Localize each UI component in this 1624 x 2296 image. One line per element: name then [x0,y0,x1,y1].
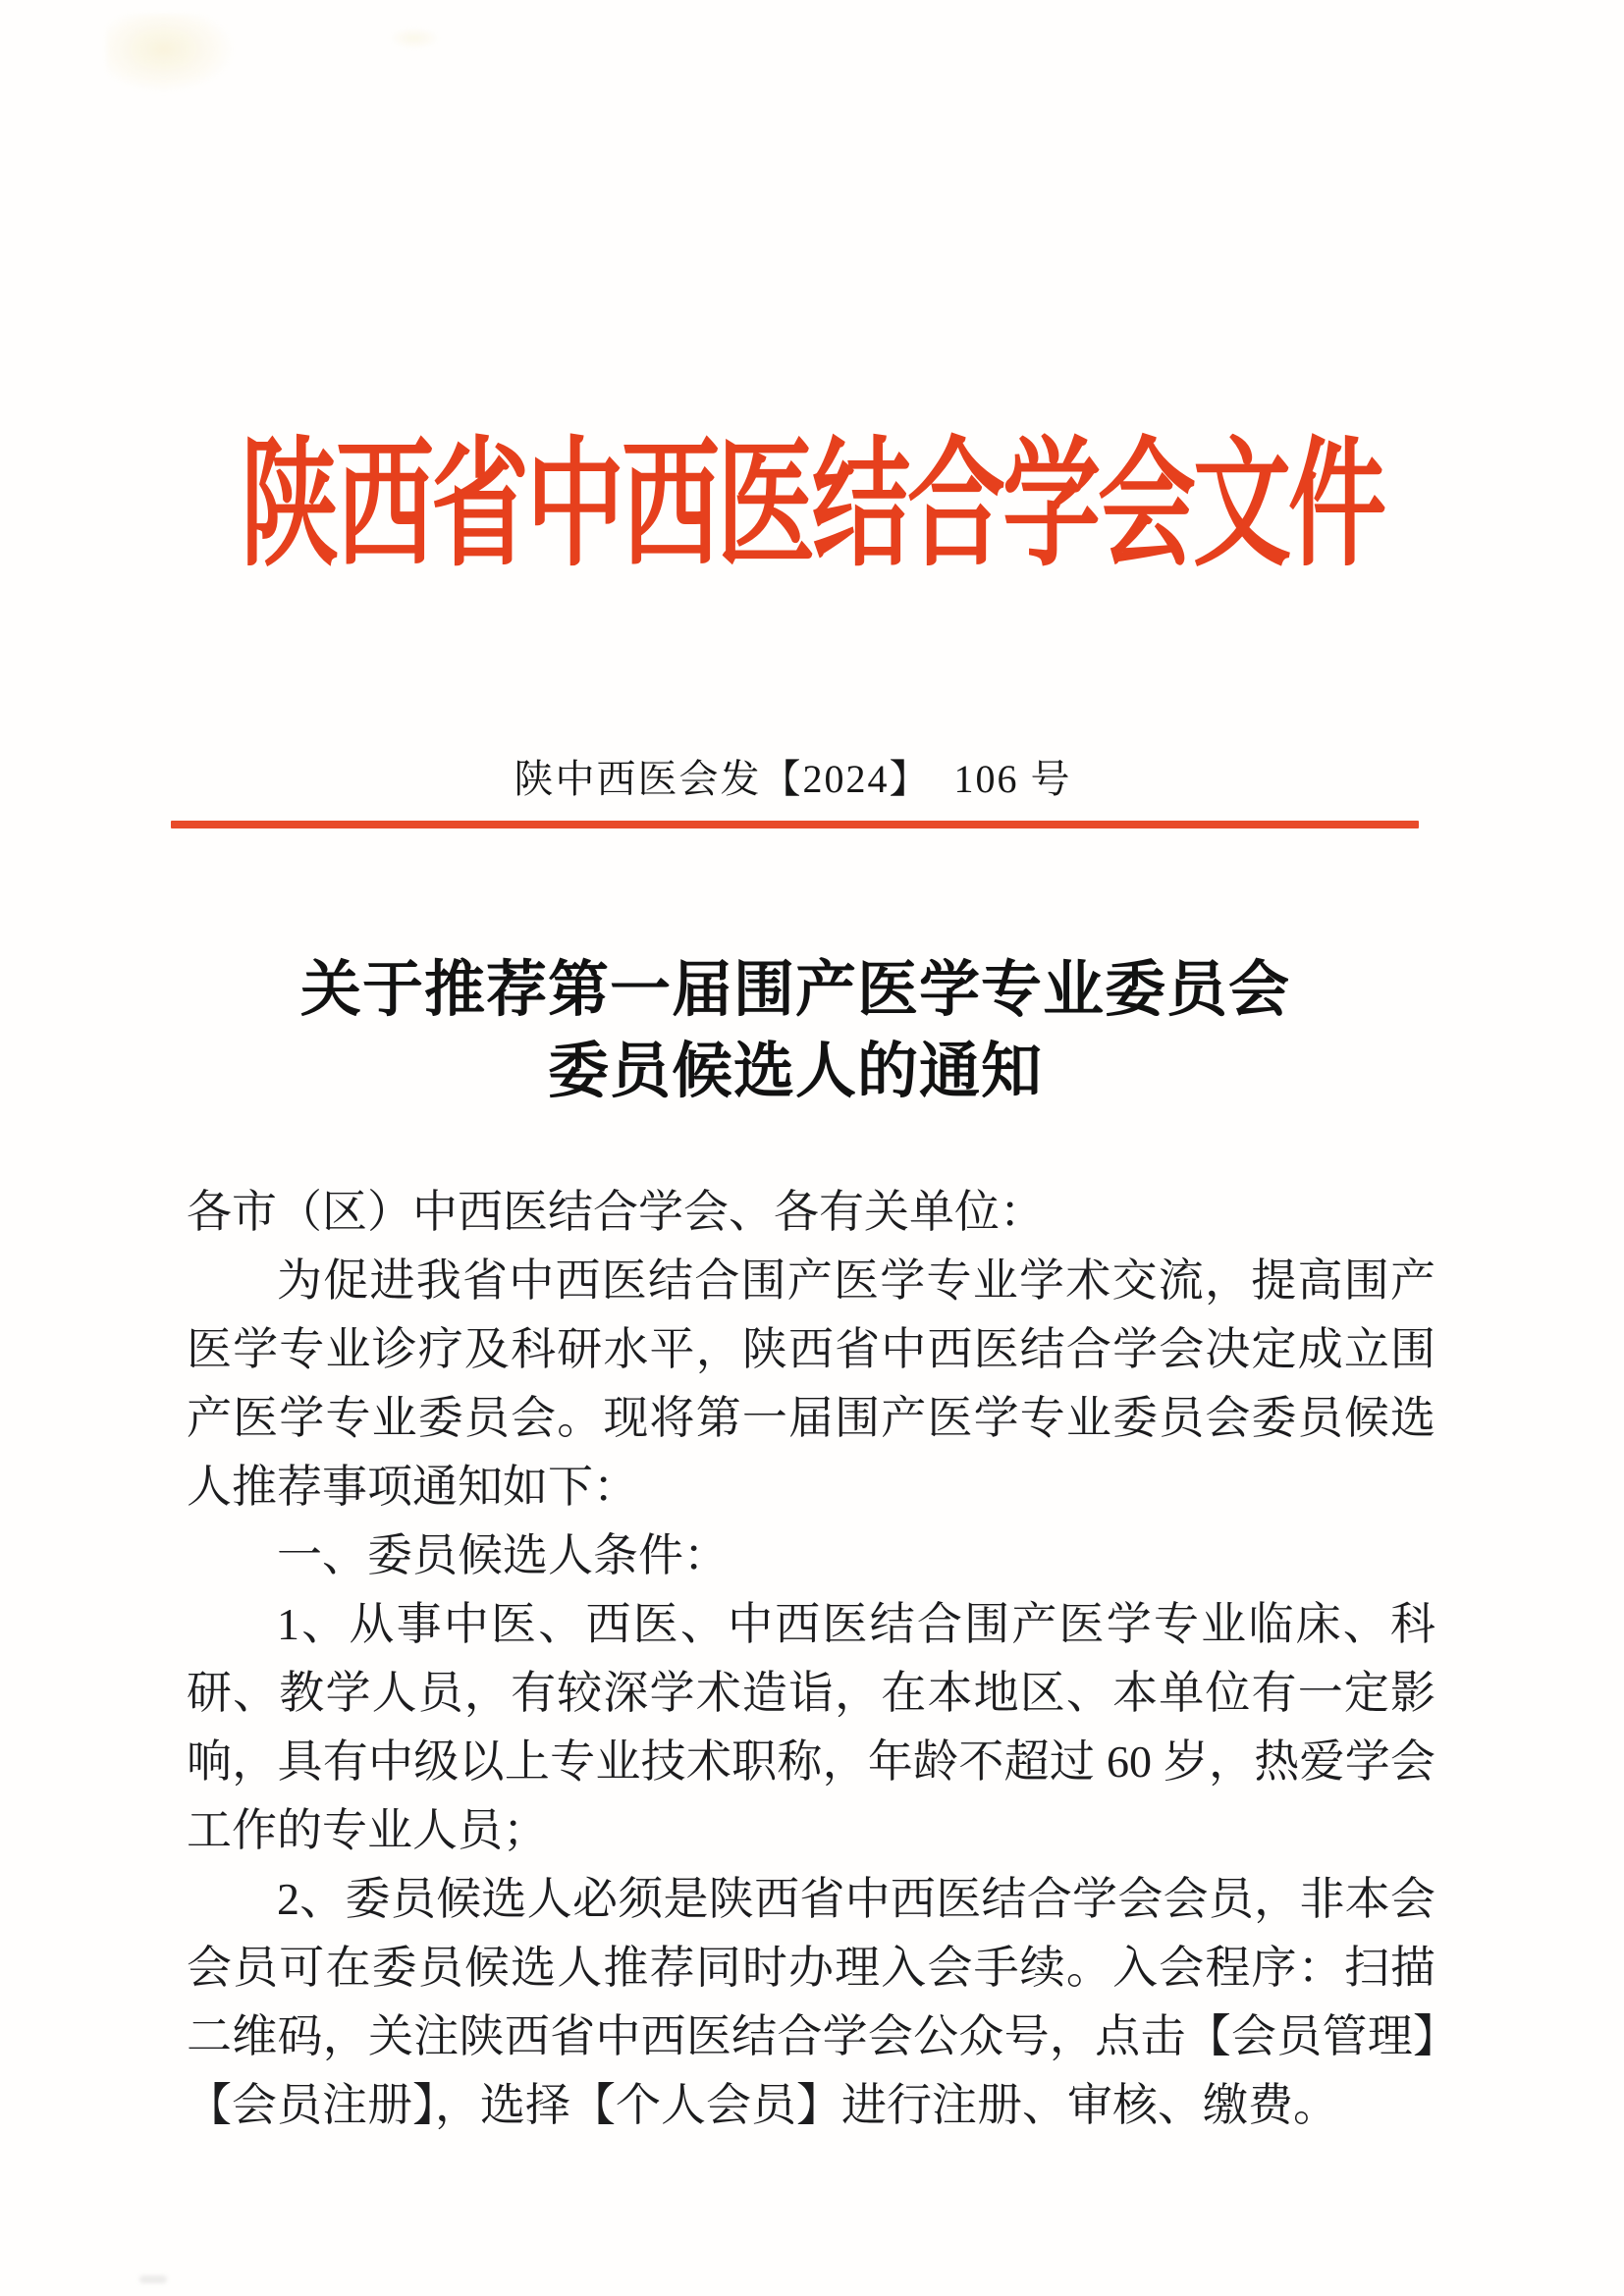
notice-title-line1: 关于推荐第一届围产医学专业委员会 [299,957,1290,1024]
document-number: 陕中西医会发【2024】 106 号 [514,757,1072,801]
scan-artifact [389,27,440,49]
notice-title [0,950,1607,1113]
paragraph-intro: 为促进我省中西医结合围产医学专业学术交流，提高围产医学专业诊疗及科研水平，陕西省中西医结合学会决定成立围产医学专业委员会。现将第一届围产医学专业委员会委员候选人推荐事项通知如下： [187,1255,1435,1512]
scan-artifact [139,2275,167,2283]
salutation-line: 各市（区）中西医结合学会、各有关单位： [187,1187,1045,1237]
paragraph-condition-2: 2、委员候选人必须是陕西省中西医结合学会会员，非本会会员可在委员候选人推荐同时办理入会手续。入会程序：扫描二维码，关注陕西省中西医结合学会公众号，点击【会员管理】【会员注册】，选择【个人会员】进行注册、审核、缴费。 [187,1874,1435,2130]
letterhead-title: 陕西省中西医结合学会文件 [241,428,1383,584]
scan-artifact [106,14,234,92]
red-divider-line [171,821,1419,828]
section-heading-conditions: 一、委员候选人条件： [277,1530,729,1580]
paragraph-condition-1: 1、从事中医、西医、中西医结合围产医学专业临床、科研、教学人员，有较深学术造诣，在本地区、本单位有一定影响，具有中级以上专业技术职称，年龄不超过 60 岁，热爱学会工作的专业人员； [187,1599,1435,1855]
document-body [187,1178,1435,2140]
notice-title-line2: 委员候选人的通知 [547,1039,1043,1105]
